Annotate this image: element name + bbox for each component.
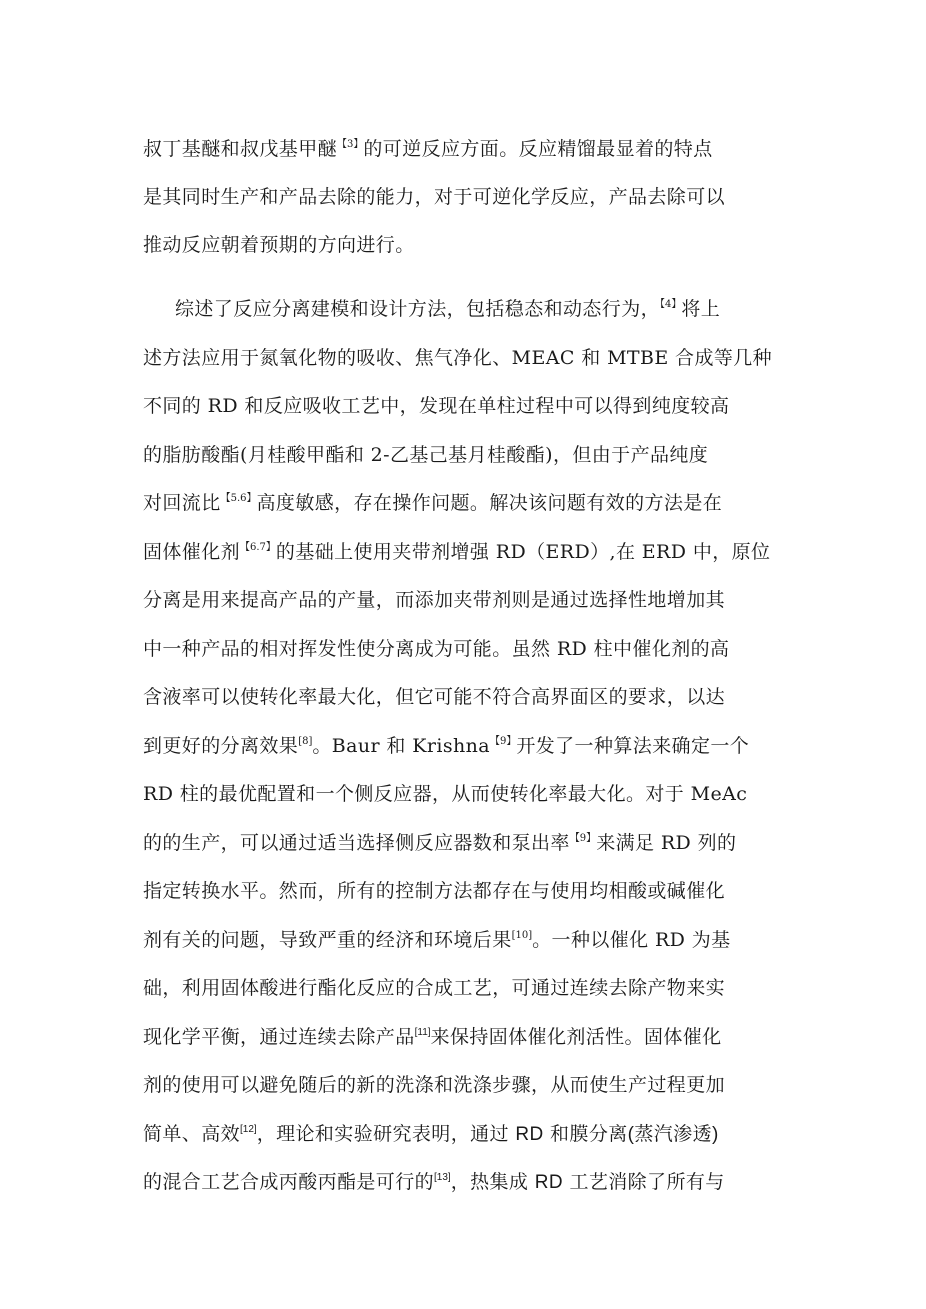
text-run: 。一种以催化 RD 为基 [532,929,731,951]
paragraph2-line [143,1170,725,1195]
text-run: 含液率可以使转化率最大化，但它可能不符合高界面区的要求，以达 [143,686,726,708]
paragraph2-line [143,928,731,952]
text-run: 分离是用来提高产品的产量，而添加夹带剂则是通过选择性地增加其 [143,589,726,611]
text-run: 的基础上使用夹带剂增强 RD（ERD）,在 ERD 中，原位 [275,541,771,563]
text-run: 综述了反应分离建模和设计方法，包括稳态和动态行为， [175,298,661,320]
text-run: 工艺消除了所有与 [563,1171,725,1193]
paragraph2-line [143,976,725,1000]
paragraph2-line [143,685,725,709]
text-run: 固体催化剂 [143,541,241,563]
text-run: 不同的 RD 和反应吸收工艺中，发现在单柱过程中可以得到纯度较高 [143,395,730,417]
text-run: 。Baur 和 Krishna [312,735,490,757]
paragraph2-line [143,1122,719,1147]
text-run: 来保持固体催化剂活性。固体催化 [430,1026,722,1048]
paragraph2-line [143,1025,722,1049]
text-run: 剂的使用可以避免随后的新的洗涤和洗涤步骤，从而使生产过程更加 [143,1074,726,1096]
text-run: 础，利用固体酸进行酯化反应的合成工艺，可通过连续去除产物来实 [143,977,726,999]
citation-ref: 【4】 [660,299,682,310]
paragraph2-line [143,588,725,612]
text-run: ) [711,1124,719,1145]
paragraph1-line [143,185,725,209]
paragraph2-line [143,637,729,661]
text-run: 是其同时生产和产品去除的能力，对于可逆化学反应，产品去除可以 [143,186,726,208]
text-run: ( [627,1124,635,1145]
citation-ref: 【6.7】 [240,542,276,553]
citation-ref: [12] [240,1124,257,1135]
citation-ref: 【9】 [489,736,517,747]
citation-ref: 【9】 [569,833,597,844]
paragraph2-line [143,540,770,564]
text-run: 述方法应用于氮氧化物的吸收、焦气净化、MEAC 和 MTBE 合成等几种 [143,347,773,369]
citation-ref: [8] [298,736,313,747]
text-run: 中一种产品的相对挥发性使分离成为可能。虽然 RD 柱中催化剂的高 [143,638,730,660]
text-run: RD [515,1124,544,1145]
paragraph2-line [143,1073,725,1097]
citation-ref: 【3】 [337,139,364,150]
text-run: 蒸汽渗透 [634,1123,712,1145]
text-run: 推动反应朝着预期的方向进行。 [143,234,415,256]
citation-ref: 【5.6】 [220,493,257,504]
text-run: 将上 [681,298,721,320]
text-run: RD [534,1172,563,1193]
text-run: 的脂肪酸酯(月桂酸甲酯和 2-乙基己基月桂酸酯)，但由于产品纯度 [143,444,709,466]
text-run: ，理论和实验研究表明，通过 [256,1123,516,1145]
text-run: 的混合工艺合成丙酸丙酯是可行的 [143,1171,435,1193]
text-run: ，热集成 [450,1171,535,1193]
text-run: 剂有关的问题，导致严重的经济和环境后果 [143,929,512,951]
paragraph1-line [143,233,415,257]
paragraph2-line [143,394,729,418]
paragraph2-line [143,443,708,467]
text-run: 叔丁基醚和叔戊基甲醚 [143,138,338,160]
paragraph2-line [143,831,736,855]
paragraph2-line [143,734,749,758]
text-run: 和膜分离 [543,1123,628,1145]
citation-ref: [13] [434,1172,451,1183]
paragraph2-line [143,879,725,903]
paragraph1-line [143,137,713,161]
paragraph2-line [143,491,722,515]
paragraph2-line [143,346,772,370]
text-run: 现化学平衡，通过连续去除产品 [143,1026,415,1048]
citation-ref: [11] [414,1027,431,1038]
text-run: 高度敏感，存在操作问题。解决该问题有效的方法是在 [256,492,723,514]
paragraph2-line [175,297,720,321]
text-run: 的可逆反应方面。反应精馏最显着的特点 [363,138,713,160]
text-run: RD 柱的最优配置和一个侧反应器，从而使转化率最大化。对于 MeAc [143,783,748,805]
text-run: 指定转换水平。然而，所有的控制方法都存在与使用均相酸或碱催化 [143,880,726,902]
text-run: 开发了一种算法来确定一个 [516,735,750,757]
text-run: 来满足 RD 列的 [596,832,737,854]
text-run: 简单、高效 [143,1123,241,1145]
text-run: 到更好的分离效果 [143,735,299,757]
paragraph2-line [143,782,747,806]
citation-ref: [10] [511,930,533,941]
text-run: 的的生产，可以通过适当选择侧反应器数和泵出率 [143,832,570,854]
text-run: 对回流比 [143,492,221,514]
